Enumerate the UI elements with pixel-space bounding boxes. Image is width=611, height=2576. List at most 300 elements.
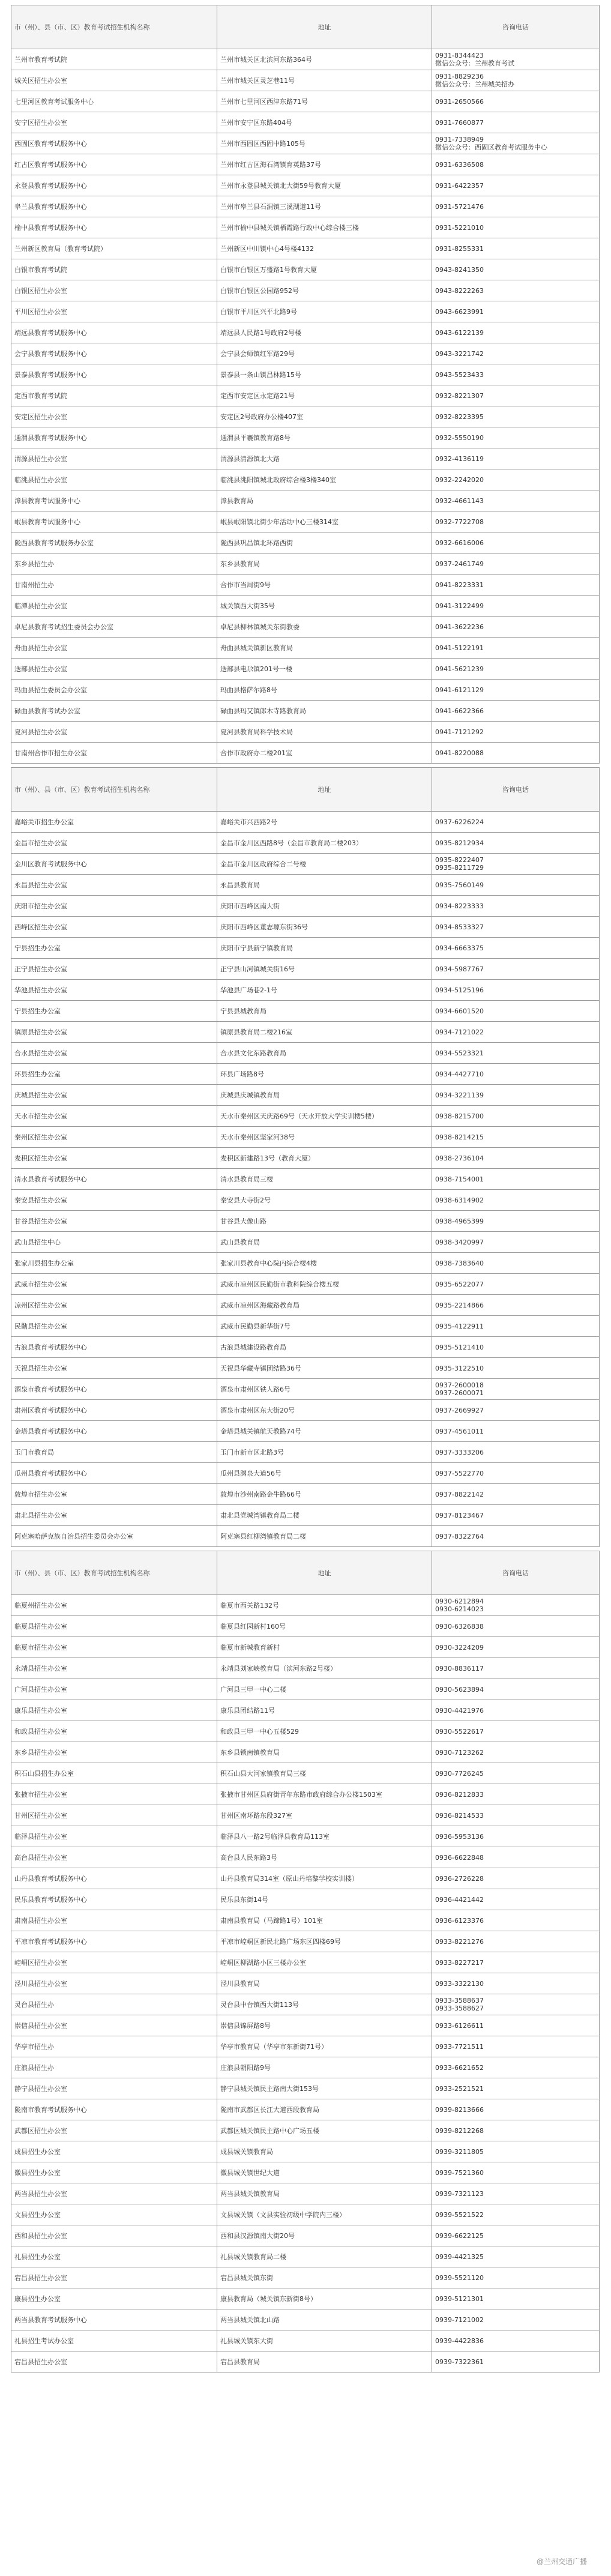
table-row [11,1106,600,1127]
page [11,5,599,2372]
header-name: 市（州）、县（市、区）教育考试招生机构名称 [11,5,217,49]
table-row [11,343,600,364]
cell-name: 七里河区教育考试服务中心 [11,91,217,112]
cell-address: 卓尼县柳林镇城关东街教委 [217,617,432,638]
cell-name: 漳县教育考试服务中心 [11,490,217,511]
cell-name: 宕昌县招生办公室 [11,2351,217,2372]
cell-phone: 0930-5623894 [432,1679,600,1700]
cell-name: 崇信县招生办公室 [11,2015,217,2036]
table-row [11,2162,600,2183]
cell-address: 兰州市永登县城关镇北大街59号教育大厦 [217,175,432,196]
cell-phone: 0933-8221276 [432,1931,600,1952]
cell-address: 环县广场路8号 [217,1064,432,1085]
cell-address: 陇西县巩昌镇北环路西街 [217,532,432,554]
table-row [11,980,600,1001]
cell-address: 兰州市城关区北滨河东路364号 [217,49,432,70]
cell-address: 武威市凉州区海藏路教育局 [217,1295,432,1316]
cell-phone: 0934-5987767 [432,959,600,980]
cell-phone: 0934-5523321 [432,1043,600,1064]
cell-phone: 0937-8123467 [432,1505,600,1526]
table-row [11,469,600,490]
cell-address: 秦安县大寺街2号 [217,1190,432,1211]
cell-phone: 0931-2650566 [432,91,600,112]
cell-name: 白银区招生办公室 [11,280,217,301]
table-row [11,196,600,217]
cell-phone: 0941-3622236 [432,617,600,638]
table-row [11,1232,600,1253]
table-row [11,112,600,133]
cell-address: 靖远县人民路1号政府2号楼 [217,322,432,343]
table-row [11,217,600,238]
cell-phone: 0930-5522617 [432,1721,600,1742]
cell-phone: 0943-8241350 [432,259,600,280]
cell-phone: 0941-8220088 [432,743,600,764]
table-row [11,1316,600,1337]
table-row [11,301,600,322]
cell-name: 甘州区招生办公室 [11,1805,217,1826]
cell-phone: 0930-4421976 [432,1700,600,1721]
cell-name: 金塔县教育考试服务中心 [11,1421,217,1442]
cell-address: 崇信县锦屏路8号 [217,2015,432,2036]
table-row [11,917,600,938]
cell-address: 玉门市新市区北路3号 [217,1442,432,1463]
cell-name: 西和县招生办公室 [11,2225,217,2246]
cell-phone: 0939-8213666 [432,2099,600,2120]
table-row [11,490,600,511]
cell-phone: 0937-6226224 [432,812,600,833]
cell-name: 阿克塞哈萨克族自治县招生委员会办公室 [11,1526,217,1547]
cell-name: 武威市招生办公室 [11,1274,217,1295]
cell-address: 西和县汉源镇南大街20号 [217,2225,432,2246]
cell-address: 临泽县八一路2号临泽县教育局113室 [217,1826,432,1847]
cell-address: 清水县教育局三楼 [217,1169,432,1190]
table-row [11,1805,600,1826]
table-row [11,2183,600,2204]
table-row [11,1505,600,1526]
cell-name: 酒泉市教育考试服务中心 [11,1379,217,1400]
cell-name: 徽县招生办公室 [11,2162,217,2183]
cell-phone: 0943-5523433 [432,364,600,385]
cell-name: 临夏市招生办公室 [11,1637,217,1658]
cell-name: 嘉峪关市招生办公室 [11,812,217,833]
cell-name: 两当县教育考试服务中心 [11,2309,217,2330]
table-row [11,1931,600,1952]
cell-name: 临夏县招生办公室 [11,1616,217,1637]
cell-address: 城关镇西大街35号 [217,596,432,617]
cell-phone: 0931-5221010 [432,217,600,238]
cell-address: 兰州市安宁区东路404号 [217,112,432,133]
cell-name: 泾川县招生办公室 [11,1973,217,1994]
cell-phone: 0941-6622366 [432,701,600,722]
cell-address: 瓜州县渊泉大道56号 [217,1463,432,1484]
cell-address: 华池县广场巷2-1号 [217,980,432,1001]
cell-name: 文县招生办公室 [11,2204,217,2225]
cell-name: 舟曲县招生办公室 [11,638,217,659]
cell-name: 古浪县教育考试服务中心 [11,1337,217,1358]
cell-phone: 0932-5550190 [432,427,600,448]
cell-phone: 0936-6123376 [432,1910,600,1931]
cell-name: 东乡县招生办公室 [11,1742,217,1763]
cell-name: 永昌县招生办公室 [11,875,217,896]
cell-name: 张掖市招生办公室 [11,1784,217,1805]
cell-address: 成县城关镇教育局 [217,2141,432,2162]
cell-name: 安宁区招生办公室 [11,112,217,133]
cell-phone: 0941-5122191 [432,638,600,659]
cell-address: 徽县城关镇世纪大道 [217,2162,432,2183]
cell-address: 宕昌县教育局 [217,2351,432,2372]
cell-phone: 0941-5621239 [432,659,600,680]
table-row [11,133,600,154]
cell-phone: 0930-3224209 [432,1637,600,1658]
cell-phone: 0939-4421325 [432,2246,600,2267]
cell-phone: 0931-6422357 [432,175,600,196]
cell-name: 玉门市教育局 [11,1442,217,1463]
cell-address: 渭源县清源镇北大路 [217,448,432,469]
table-row [11,938,600,959]
cell-name: 庆阳市招生办公室 [11,896,217,917]
cell-address: 甘州区南环路东段327室 [217,1805,432,1826]
cell-address: 古浪县城建设路教育局 [217,1337,432,1358]
cell-phone: 0936-2726228 [432,1868,600,1889]
cell-name: 宁县招生办公室 [11,1001,217,1022]
cell-name: 平凉市教育考试服务中心 [11,1931,217,1952]
cell-phone: 0938-6314902 [432,1190,600,1211]
table-row [11,2309,600,2330]
cell-name: 定西市教育考试院 [11,385,217,406]
cell-name: 西峰区招生办公室 [11,917,217,938]
table-row [11,511,600,532]
cell-name: 皋兰县教育考试服务中心 [11,196,217,217]
cell-address: 金塔县城关镇航天教路74号 [217,1421,432,1442]
cell-phone: 0934-5125196 [432,980,600,1001]
table-row [11,722,600,743]
cell-name: 礼县招生办公室 [11,2246,217,2267]
cell-phone: 0937-8322764 [432,1526,600,1547]
cell-phone: 0932-4136119 [432,448,600,469]
cell-phone: 0938-8214215 [432,1127,600,1148]
cell-phone: 0930-6212894 0930-6214023 [432,1595,600,1616]
cell-address: 山丹县教育局314室（原山丹培黎学校实训楼） [217,1868,432,1889]
cell-phone: 0943-3221742 [432,343,600,364]
table-row [11,701,600,722]
table-row [11,575,600,596]
cell-phone: 0943-8222263 [432,280,600,301]
table-row [11,448,600,469]
cell-address: 白银市平川区兴平北路9号 [217,301,432,322]
cell-phone: 0934-3221139 [432,1085,600,1106]
cell-address: 东乡县教育局 [217,554,432,575]
cell-address: 兰州新区中川镇中心4号楼4132 [217,238,432,259]
cell-phone: 0934-4427710 [432,1064,600,1085]
cell-name: 金川区教育考试服务中心 [11,854,217,875]
cell-name: 白银市教育考试院 [11,259,217,280]
cell-phone: 0935-7560149 [432,875,600,896]
cell-name: 清水县教育考试服务中心 [11,1169,217,1190]
cell-phone: 0936-6622848 [432,1847,600,1868]
cell-name: 夏河县招生办公室 [11,722,217,743]
cell-name: 武山县招生中心 [11,1232,217,1253]
table-row [11,2246,600,2267]
cell-address: 酒泉市肃州区东大街20号 [217,1400,432,1421]
cell-name: 平川区招生办公室 [11,301,217,322]
cell-name: 甘南州合作市招生办公室 [11,743,217,764]
table-row [11,1616,600,1637]
cell-phone: 0933-7721511 [432,2036,600,2057]
table-row [11,1043,600,1064]
cell-phone: 0936-4421442 [432,1889,600,1910]
cell-name: 两当县招生办公室 [11,2183,217,2204]
cell-name: 麦积区招生办公室 [11,1148,217,1169]
cell-phone: 0933-3322130 [432,1973,600,1994]
cell-phone: 0934-7121022 [432,1022,600,1043]
cell-address: 两当县城关镇北山路 [217,2309,432,2330]
cell-phone: 0939-6622125 [432,2225,600,2246]
cell-phone: 0938-2736104 [432,1148,600,1169]
cell-name: 静宁县招生办公室 [11,2078,217,2099]
table-row [11,875,600,896]
table-row [11,896,600,917]
cell-phone: 0935-5121410 [432,1337,600,1358]
cell-address: 兰州市榆中县城关镇栖霞路行政中心综合楼三楼 [217,217,432,238]
cell-address: 临夏县红园新村160号 [217,1616,432,1637]
table-row [11,1274,600,1295]
table-row [11,1784,600,1805]
table-row [11,1400,600,1421]
cell-phone: 0934-6601520 [432,1001,600,1022]
table-row [11,1001,600,1022]
cell-phone: 0941-3122499 [432,596,600,617]
cell-name: 临泽县招生办公室 [11,1826,217,1847]
table-header [11,5,600,49]
cell-address: 华亭市教育局（华亭市东新街71号） [217,2036,432,2057]
cell-address: 临夏市西关路132号 [217,1595,432,1616]
cell-name: 高台县招生办公室 [11,1847,217,1868]
table-row [11,1295,600,1316]
cell-address: 礼县城关镇教育局二楼 [217,2246,432,2267]
table-header [11,768,600,812]
table-row [11,554,600,575]
cell-address: 定西市安定区永定路21号 [217,385,432,406]
cell-address: 庄浪县朝阳路9号 [217,2057,432,2078]
cell-phone: 0937-2600018 0937-2600071 [432,1379,600,1400]
cell-address: 东乡县锁南镇教育局 [217,1742,432,1763]
table-header [11,1551,600,1595]
cell-address: 文县城关镇（文县实验初级中学院内三楼） [217,2204,432,2225]
cell-address: 安定区2号政府办公楼407室 [217,406,432,427]
cell-phone: 0934-6663375 [432,938,600,959]
table-row [11,1064,600,1085]
cell-address: 白银市白银区公园路952号 [217,280,432,301]
cell-address: 夏河县教育局科学技术局 [217,722,432,743]
cell-address: 张掖市甘州区县府街青年东路市政府综合办公楼1503室 [217,1784,432,1805]
cell-address: 庆城县庆城镇教育局 [217,1085,432,1106]
cell-address: 武威市民勤县新华街7号 [217,1316,432,1337]
cell-address: 玛曲县格萨尔路8号 [217,680,432,701]
cell-address: 迭部县电尕镇201号一楼 [217,659,432,680]
cell-phone: 0930-8836117 [432,1658,600,1679]
cell-phone: 0930-7726245 [432,1763,600,1784]
table-row [11,854,600,875]
cell-name: 敦煌市招生办公室 [11,1484,217,1505]
cell-address: 正宁县山河镇城关街16号 [217,959,432,980]
cell-phone: 0939-3211805 [432,2141,600,2162]
cell-name: 岷县教育考试服务中心 [11,511,217,532]
cell-address: 临夏市新城教育新村 [217,1637,432,1658]
cell-address: 酒泉市肃州区铁人路6号 [217,1379,432,1400]
cell-address: 武山县教育局 [217,1232,432,1253]
table-row [11,680,600,701]
table-row [11,1421,600,1442]
cell-address: 平凉市崆峒区新民北路广场东区四楼69号 [217,1931,432,1952]
cell-name: 通渭县教育考试服务中心 [11,427,217,448]
cell-phone: 0932-6616006 [432,532,600,554]
cell-phone: 0933-2521521 [432,2078,600,2099]
cell-name: 秦州区招生办公室 [11,1127,217,1148]
cell-address: 武威市凉州区民勤街市教科院综合楼五楼 [217,1274,432,1295]
cell-address: 天水市秦州区天庆路69号（天水开放大学实训楼5楼） [217,1106,432,1127]
table-row [11,2120,600,2141]
cell-address: 武都区城关镇民主路中心广场五楼 [217,2120,432,2141]
cell-name: 城关区招生办公室 [11,70,217,91]
cell-phone: 0932-8221307 [432,385,600,406]
cell-phone: 0939-5121301 [432,2288,600,2309]
cell-address: 金昌市金川区西路8号（金昌市教育局二楼203） [217,833,432,854]
cell-phone: 0937-8822142 [432,1484,600,1505]
table-row [11,364,600,385]
table-row [11,2351,600,2372]
watermark: @兰州交通广播 [536,2557,587,2566]
table-row [11,175,600,196]
cell-phone: 0932-8223395 [432,406,600,427]
cell-name: 西固区教育考试服务中心 [11,133,217,154]
table-row [11,1952,600,1973]
cell-phone: 0932-2242020 [432,469,600,490]
cell-phone: 0938-3420997 [432,1232,600,1253]
table-row [11,2267,600,2288]
table-row [11,427,600,448]
cell-phone: 0939-7321123 [432,2183,600,2204]
cell-address: 嘉峪关市兴西路2号 [217,812,432,833]
cell-name: 灵台县招生办 [11,1994,217,2015]
cell-phone: 0931-6336508 [432,154,600,175]
cell-phone: 0937-5522770 [432,1463,600,1484]
table-row [11,1442,600,1463]
table-row [11,1910,600,1931]
cell-name: 民乐县教育考试服务中心 [11,1889,217,1910]
cell-name: 张家川县招生办公室 [11,1253,217,1274]
cell-address: 漳县教育局 [217,490,432,511]
table-row [11,2057,600,2078]
cell-address: 康乐县团结路11号 [217,1700,432,1721]
cell-name: 卓尼县教育考试招生委员会办公室 [11,617,217,638]
cell-phone: 0935-4122911 [432,1316,600,1337]
cell-name: 庄浪县招生办 [11,2057,217,2078]
table-row [11,1358,600,1379]
table-row [11,2330,600,2351]
cell-phone: 0935-6522077 [432,1274,600,1295]
cell-name: 康县招生办公室 [11,2288,217,2309]
table-row [11,1721,600,1742]
cell-address: 礼县城关镇东大街 [217,2330,432,2351]
table-row [11,238,600,259]
cell-phone: 0931-5721476 [432,196,600,217]
cell-name: 安定区招生办公室 [11,406,217,427]
cell-address: 静宁县城关镇民主路南大街153号 [217,2078,432,2099]
cell-phone: 0943-6623991 [432,301,600,322]
cell-address: 民乐县东街14号 [217,1889,432,1910]
table-row [11,280,600,301]
cell-name: 东乡县招生办 [11,554,217,575]
cell-name: 康乐县招生办公室 [11,1700,217,1721]
cell-address: 崆峒区柳湖路小区三楼办公室 [217,1952,432,1973]
cell-address: 永昌县教育局 [217,875,432,896]
cell-name: 陇南市教育考试服务中心 [11,2099,217,2120]
cell-phone: 0939-7521360 [432,2162,600,2183]
cell-phone: 0937-4561011 [432,1421,600,1442]
cell-phone: 0935-8212934 [432,833,600,854]
cell-name: 红古区教育考试服务中心 [11,154,217,175]
cell-address: 康县教育局（城关镇东新街8号） [217,2288,432,2309]
cell-name: 积石山县招生办公室 [11,1763,217,1784]
table-row [11,1679,600,1700]
cell-address: 两当县城关镇教育局 [217,2183,432,2204]
table-row [11,49,600,70]
cell-name: 和政县招生办公室 [11,1721,217,1742]
cell-name: 肃北县招生办公室 [11,1505,217,1526]
cell-name: 山丹县教育考试服务中心 [11,1868,217,1889]
cell-phone: 0933-6126611 [432,2015,600,2036]
cell-phone: 0936-8212833 [432,1784,600,1805]
table-row [11,1085,600,1106]
cell-address: 陇南市武都区长江大道西段教育局 [217,2099,432,2120]
cell-name: 瓜州县教育考试服务中心 [11,1463,217,1484]
cell-name: 合水县招生办公室 [11,1043,217,1064]
table-row [11,959,600,980]
table-row [11,1253,600,1274]
table-row [11,1337,600,1358]
cell-phone: 0939-5521120 [432,2267,600,2288]
cell-phone: 0941-8223331 [432,575,600,596]
cell-address: 兰州市皋兰县石洞镇三溪湖道11号 [217,196,432,217]
cell-address: 宁县县城教育局 [217,1001,432,1022]
cell-address: 合作市当周街9号 [217,575,432,596]
table-row [11,1526,600,1547]
cell-address: 合水县文化东路教育局 [217,1043,432,1064]
table-row [11,1463,600,1484]
cell-phone: 0931-7338949 微信公众号：西固区教育考试服务中心 [432,133,600,154]
cell-name: 景泰县教育考试服务中心 [11,364,217,385]
contact-table-2 [11,767,600,1547]
table-row [11,1484,600,1505]
cell-phone: 0943-6122139 [432,322,600,343]
cell-phone: 0933-8227217 [432,1952,600,1973]
cell-address: 兰州市城关区灵芝巷11号 [217,70,432,91]
cell-name: 庆城县招生办公室 [11,1085,217,1106]
cell-phone: 0941-6121129 [432,680,600,701]
cell-address: 碌曲县玛艾镇郎木寺路教育局 [217,701,432,722]
cell-name: 陇西县教育考试服务办公室 [11,532,217,554]
table-row [11,2015,600,2036]
cell-name: 华亭市招生办 [11,2036,217,2057]
cell-address: 会宁县会师镇红军路29号 [217,343,432,364]
table-row [11,1190,600,1211]
contact-table-1 [11,5,600,764]
cell-name: 靖远县教育考试服务中心 [11,322,217,343]
cell-name: 临洮县招生办公室 [11,469,217,490]
cell-phone: 0930-6326838 [432,1616,600,1637]
cell-name: 礼县招生考试办公室 [11,2330,217,2351]
table-row [11,154,600,175]
